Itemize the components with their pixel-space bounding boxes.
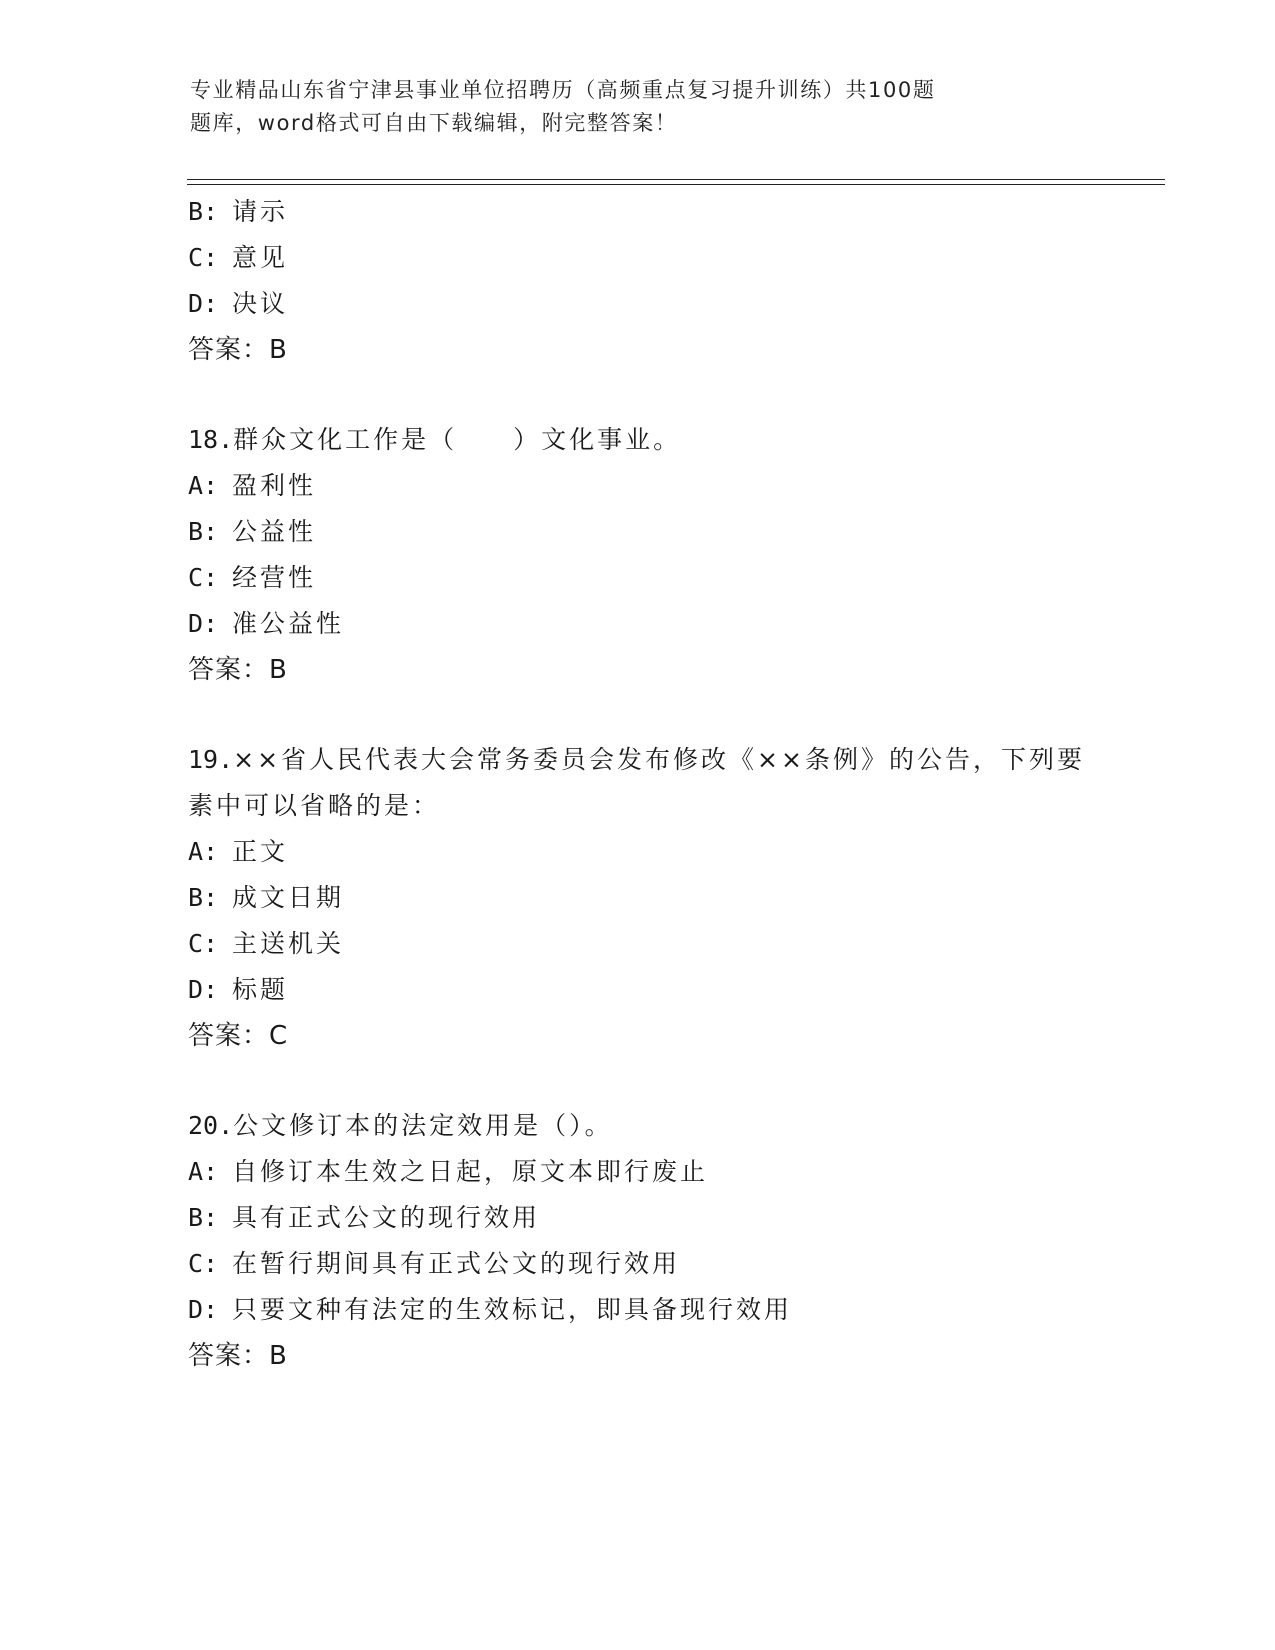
answer-label: 答案：: [188, 1341, 270, 1371]
option-text: 只要文种有法定的生效标记，即具备现行效用: [232, 1295, 793, 1324]
question-number: 19.: [188, 745, 234, 774]
document-header: [190, 74, 1050, 140]
answer-line: [188, 1333, 1088, 1379]
question-block-continued: [188, 189, 1088, 373]
option-text: 标题: [232, 975, 289, 1004]
option-label: A:: [188, 837, 219, 866]
option-c: [188, 555, 1088, 601]
answer-line: [188, 327, 1088, 373]
option-label: D:: [188, 609, 219, 638]
option-text: 准公益性: [232, 609, 345, 638]
option-label: D:: [188, 1295, 219, 1324]
option-label: B:: [188, 883, 219, 912]
option-label: B:: [188, 197, 219, 226]
option-c: [188, 921, 1088, 967]
answer-line: [188, 647, 1088, 693]
option-d: [188, 601, 1088, 647]
option-text: 经营性: [232, 563, 317, 592]
option-text: 在暂行期间具有正式公文的现行效用: [232, 1249, 681, 1278]
header-divider-bottom: [187, 184, 1165, 185]
question-number: 20.: [188, 1111, 234, 1140]
option-b: [188, 1195, 1088, 1241]
option-label: C:: [188, 929, 219, 958]
question-block-19: [188, 737, 1088, 1059]
option-label: D:: [188, 975, 219, 1004]
option-d: [188, 967, 1088, 1013]
option-c: [188, 1241, 1088, 1287]
option-text: 决议: [232, 289, 289, 318]
option-text: 盈利性: [232, 471, 317, 500]
answer-value: B: [269, 655, 288, 685]
answer-line: [188, 1013, 1088, 1059]
option-label: A:: [188, 471, 219, 500]
option-text: 公益性: [232, 517, 317, 546]
question-stem: [188, 417, 1088, 463]
header-line-2: 题库，word格式可自由下载编辑，附完整答案！: [190, 111, 678, 135]
option-d: [188, 281, 1088, 327]
header-divider-top: [187, 179, 1165, 180]
answer-label: 答案：: [188, 655, 270, 685]
question-text: 群众文化工作是（ ）文化事业。: [233, 425, 682, 454]
option-label: D:: [188, 289, 219, 318]
option-label: B:: [188, 1203, 219, 1232]
option-label: C:: [188, 563, 219, 592]
option-label: B:: [188, 517, 219, 546]
option-a: [188, 829, 1088, 875]
option-text: 具有正式公文的现行效用: [232, 1203, 541, 1232]
answer-label: 答案：: [188, 1021, 270, 1051]
question-number: 18.: [188, 425, 234, 454]
question-stem: [188, 1103, 1088, 1149]
header-line-1: 专业精品山东省宁津县事业单位招聘历（高频重点复习提升训练）共100题: [190, 78, 936, 102]
answer-value: C: [269, 1021, 289, 1051]
option-a: [188, 1149, 1088, 1195]
option-label: C:: [188, 1249, 219, 1278]
option-b: [188, 509, 1088, 555]
answer-label: 答案：: [188, 335, 270, 365]
question-text: 公文修订本的法定效用是（）。: [233, 1111, 613, 1140]
option-text: 请示: [232, 197, 289, 226]
question-block-20: [188, 1103, 1088, 1379]
option-label: C:: [188, 243, 219, 272]
question-stem: [188, 737, 1088, 829]
option-label: A:: [188, 1157, 219, 1186]
option-text: 成文日期: [232, 883, 345, 912]
option-text: 意见: [232, 243, 289, 272]
option-b: [188, 875, 1088, 921]
option-b: [188, 189, 1088, 235]
option-d: [188, 1287, 1088, 1333]
question-text: ××省人民代表大会常务委员会发布修改《××条例》的公告，下列要素中可以省略的是：: [188, 745, 1085, 820]
option-text: 自修订本生效之日起，原文本即行废止: [232, 1157, 709, 1186]
option-text: 主送机关: [232, 929, 345, 958]
option-text: 正文: [232, 837, 289, 866]
option-c: [188, 235, 1088, 281]
question-block-18: [188, 417, 1088, 693]
answer-value: B: [269, 335, 288, 365]
answer-value: B: [269, 1341, 288, 1371]
option-a: [188, 463, 1088, 509]
question-list: [188, 189, 1088, 1379]
